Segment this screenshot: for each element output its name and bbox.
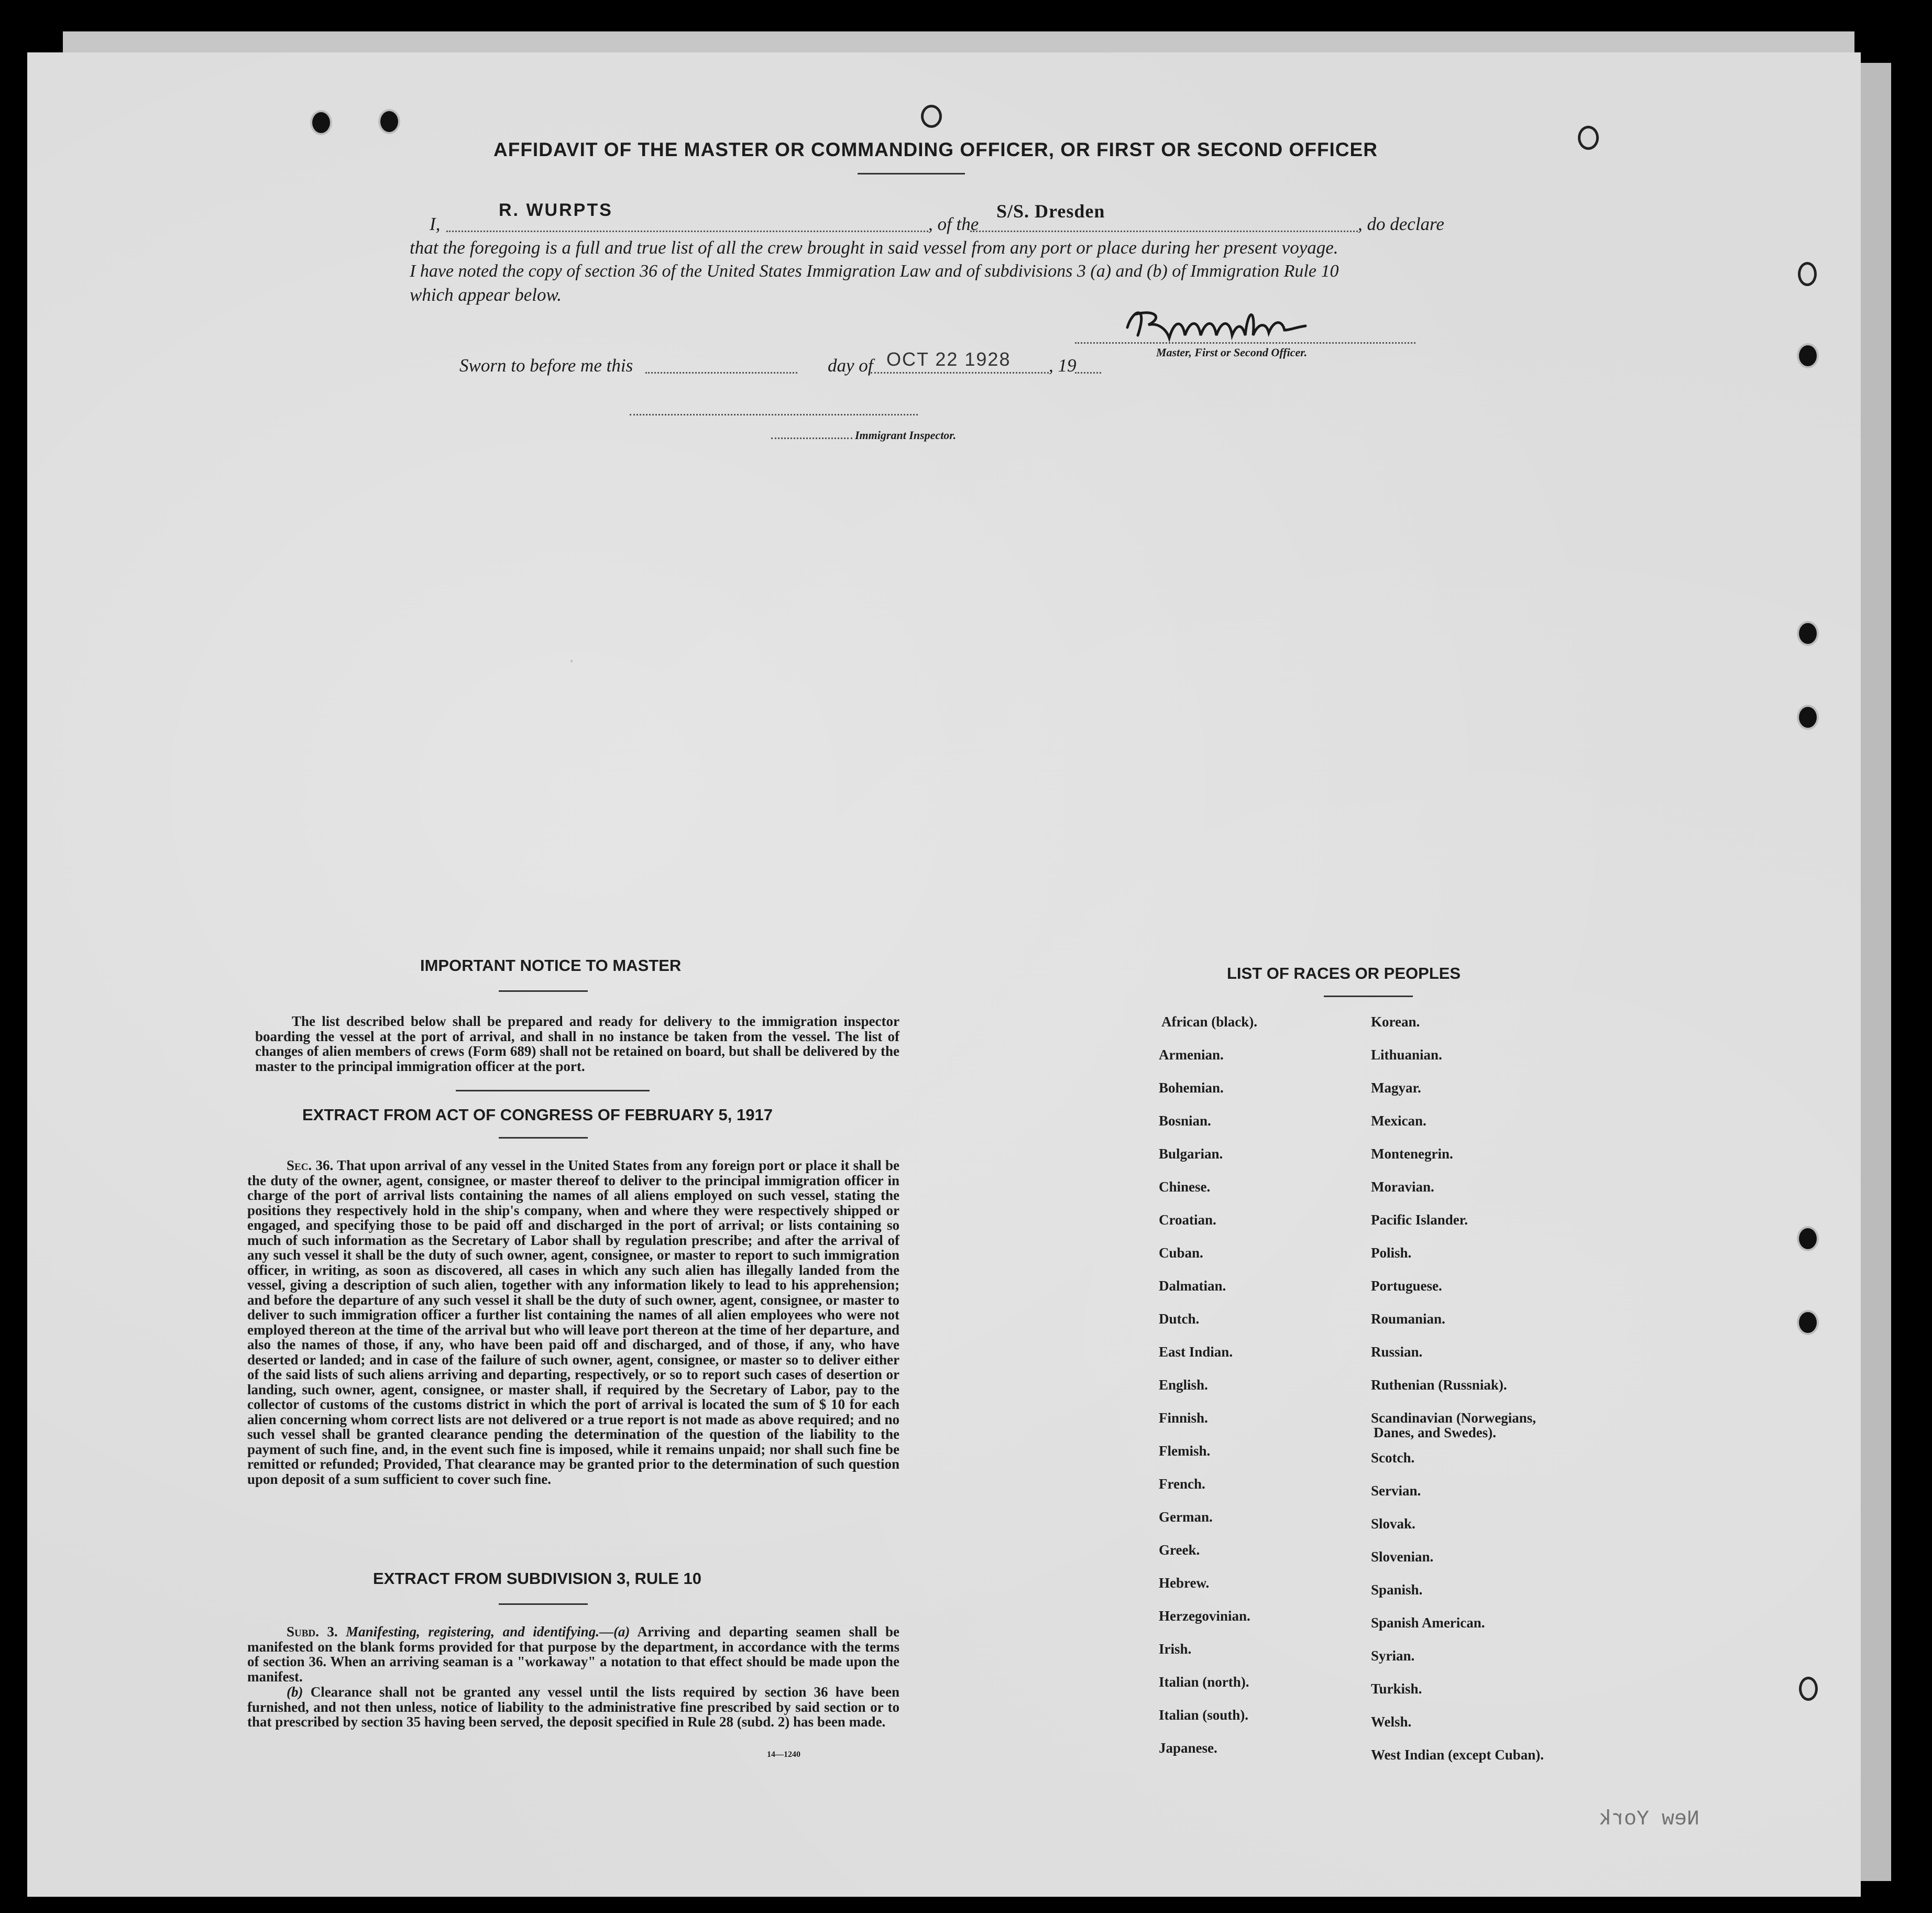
race-right-item: Spanish. (1371, 1582, 1423, 1598)
race-left-item: Flemish. (1159, 1443, 1211, 1459)
races-title: LIST OF RACES OR PEOPLES (1227, 964, 1461, 982)
affidavit-i-label: I, (430, 214, 441, 234)
rule-text-b: Clearance shall not be granted any vessel until the lists required by section 36 have been furnished, and not then unless, notice of liability to the administrative fine prescribed by said section or to that prescribed by section 35 having been served, the deposit specified in Rule 28 (subd. 2) has been made. (247, 1684, 899, 1730)
race-right-item: Servian. (1371, 1483, 1421, 1499)
race-left-item: Croatian. (1159, 1212, 1216, 1228)
notice-separator (456, 1090, 650, 1091)
do-declare-label: , do declare (1358, 214, 1444, 234)
sworn-day-line (645, 372, 797, 374)
rule-text-a: Arriving and departing seamen shall be manifested on the blank forms provided for that purpose by the department, in accordance with the terms of section 36. When an arriving seaman is a "workaway" a notation to that effect should be made upon the manifest. (247, 1624, 899, 1685)
race-left-item: Armenian. (1159, 1047, 1224, 1063)
race-right-item: Lithuanian. (1371, 1047, 1442, 1063)
sworn-year-line (1075, 372, 1101, 374)
bleed-through-corner: New York (1599, 1808, 1700, 1831)
act-text-block (247, 1158, 899, 1486)
date-stamp: OCT 22 1928 (886, 348, 1011, 370)
affidavit-line-3: I have noted the copy of section 36 of the United States Immigration Law and of subdivisions 3 (a) and (b) of Immigration Rule 10 (410, 261, 1339, 281)
race-right-item: Portuguese. (1371, 1278, 1442, 1294)
race-right-item: Roumanian. (1371, 1311, 1445, 1327)
race-right-item: Slovenian. (1371, 1549, 1434, 1565)
act-title-underline (499, 1137, 588, 1139)
race-left-item: Herzegovinian. (1159, 1608, 1250, 1624)
race-right-item: Danes, and Swedes). (1374, 1425, 1497, 1440)
punch-hole (310, 110, 332, 135)
race-right-item: Moravian. (1371, 1179, 1434, 1195)
act-section-label: Sec. 36. (287, 1157, 334, 1173)
document-page (27, 52, 1861, 1897)
race-right-item: Montenegrin. (1371, 1146, 1453, 1162)
inspector-caption: Immigrant Inspector. (855, 429, 957, 442)
title-underline (858, 173, 965, 174)
punch-hole (921, 105, 942, 128)
race-left-item: Italian (south). (1159, 1707, 1249, 1723)
rule-subd-label: Subd. 3. (287, 1624, 338, 1639)
affidavit-line-4: which appear below. (410, 285, 562, 305)
race-right-item: Russian. (1371, 1344, 1423, 1360)
punch-hole (1797, 621, 1819, 646)
signature-line (1075, 342, 1415, 344)
race-right-item: Pacific Islander. (1371, 1212, 1468, 1228)
race-left-item: Bosnian. (1159, 1113, 1211, 1129)
inspector-caption-line (771, 438, 852, 439)
race-left-item: Greek. (1159, 1542, 1200, 1558)
punch-hole (1797, 1226, 1819, 1251)
race-left-item: Bulgarian. (1159, 1146, 1223, 1162)
name-field-line (446, 231, 928, 232)
race-right-item: Turkish. (1371, 1681, 1422, 1697)
notice-title: IMPORTANT NOTICE TO MASTER (420, 956, 682, 975)
race-right-item: Mexican. (1371, 1113, 1426, 1129)
race-left-item: Chinese. (1159, 1179, 1211, 1195)
rule-title-underline (499, 1603, 588, 1605)
race-right-item: Magyar. (1371, 1080, 1421, 1096)
notice-title-underline (499, 990, 588, 992)
act-title: EXTRACT FROM ACT OF CONGRESS OF FEBRUARY 5, 1917 (302, 1106, 773, 1124)
form-number: 14—1240 (767, 1750, 800, 1759)
punch-hole (378, 109, 400, 134)
rule-title: EXTRACT FROM SUBDIVISION 3, RULE 10 (373, 1569, 701, 1588)
act-text: That upon arrival of any vessel in the United States from any foreign port or place it shall be the duty of the owner, agent, consignee, or master thereof to deliver to the principal immigration officer in charge of the port of arrival lists containing the names of all aliens employed on such vessel, stating the positions they respectively hold in the ship's company, when and where they were respectively shipped or engaged, and specifying those to be paid off and discharged in the port of arrival; or lists containing so much of such information as the Secretary of Labor shall by regulation prescribe; and after the arrival of any such vessel it shall be the duty of such owner, agent, consignee, or master to report to such immigration officer, in writing, as soon as discovered, all cases in which any such alien has illegally landed from the vessel, giving a description of such alien, together with any information likely to lead to his apprehension; and before the departure of any such vessel it shall be the duty of such owner, agent, consignee, or master to deliver to such immigration officer a further list containing the names of all alien employees who were not employed thereon at the time of the arrival but who will leave port thereon at the time of her departure, and also the names of those, if any, who have been paid off and discharged, and of those, if any, who have deserted or landed; and in case of the failure of such owner, agent, consignee, or master so to deliver either of the said lists of such aliens arriving and departing, respectively, or so to report such cases of desertion or landing, such owner, agent, consignee, or master shall, if required by the Secretary of Labor, pay to the collector of customs of the customs district in which the port of arrival is located the sum of $ 10 for each alien concerning whom correct lists are not delivered or a true report is not made as above required; and no such vessel shall be granted clearance pending the determination of the question of the liability to the payment of such fine, and, in the event such fine is imposed, while it remains unpaid; nor shall such fine be remitted or refunded; Provided, That clearance may be granted prior to the determination of such question upon deposit of a sum sufficient to cover such fine. (247, 1157, 899, 1487)
affidavit-line-2: that the foregoing is a full and true list of all the crew brought in said vessel from any port or place during her present voyage. (410, 237, 1338, 258)
race-left-item: German. (1159, 1509, 1213, 1525)
race-right-item: Polish. (1371, 1245, 1412, 1261)
punch-hole (1798, 262, 1817, 286)
races-title-underline (1324, 996, 1413, 997)
race-left-item: Hebrew. (1159, 1575, 1210, 1591)
race-left-item: Dalmatian. (1159, 1278, 1226, 1294)
master-name: R. WURPTS (499, 200, 613, 220)
punch-hole (1578, 126, 1599, 150)
race-right-item: Syrian. (1371, 1648, 1415, 1664)
race-left-item: French. (1159, 1476, 1205, 1492)
race-left-item: Irish. (1159, 1641, 1192, 1657)
race-left-item: Finnish. (1159, 1410, 1208, 1426)
rule-subd-heading: Manifesting, registering, and identifying.—(a) (346, 1624, 630, 1639)
race-right-item: Slovak. (1371, 1516, 1415, 1532)
race-left-item: Bohemian. (1159, 1080, 1224, 1096)
race-right-item: Welsh. (1371, 1714, 1412, 1730)
race-left-item: African (black). (1161, 1014, 1257, 1030)
day-of-label: day of (828, 355, 873, 376)
race-left-item: Dutch. (1159, 1311, 1200, 1327)
signer-caption: Master, First or Second Officer. (1156, 346, 1308, 359)
of-the-label: , of the (928, 214, 979, 234)
inspector-sign-line (630, 414, 918, 416)
race-right-item: Scotch. (1371, 1450, 1415, 1466)
rule-text-b-block (247, 1685, 899, 1730)
race-right-item: Ruthenian (Russniak). (1371, 1377, 1507, 1393)
punch-hole (1797, 1310, 1819, 1335)
punch-hole (1797, 343, 1819, 368)
rule-b-label: (b) (287, 1684, 303, 1700)
punch-hole (1799, 1677, 1818, 1701)
notice-text: The list described below shall be prepared and ready for delivery to the immigration inspector boarding the vessel at the port of arrival, and shall in no instance be taken from the vessel. The list of changes of alien members of crews (Form 689) shall not be retained on board, but shall be delivered by the master to the principal immigration officer at the port. (255, 1013, 899, 1074)
sworn-month-line (871, 372, 1049, 374)
race-right-item: Scandinavian (Norwegians, (1371, 1410, 1536, 1426)
year-prefix: , 19 (1049, 355, 1077, 376)
vessel-name: S/S. Dresden (996, 201, 1105, 222)
race-left-item: Japanese. (1159, 1740, 1217, 1756)
race-right-item: Spanish American. (1371, 1615, 1485, 1631)
race-left-item: East Indian. (1159, 1344, 1233, 1360)
race-left-item: English. (1159, 1377, 1208, 1393)
race-right-item: West Indian (except Cuban). (1371, 1747, 1544, 1763)
rule-text-a-block (247, 1624, 899, 1684)
vessel-field-line (970, 231, 1358, 232)
race-left-item: Italian (north). (1159, 1674, 1249, 1690)
race-left-item: Cuban. (1159, 1245, 1203, 1261)
punch-hole (1797, 705, 1819, 730)
affidavit-title: AFFIDAVIT OF THE MASTER OR COMMANDING OFFICER, OR FIRST OR SECOND OFFICER (493, 139, 1378, 160)
race-right-item: Korean. (1371, 1014, 1420, 1030)
bleed-through-text: . (567, 650, 577, 668)
sworn-label: Sworn to before me this (459, 355, 633, 376)
